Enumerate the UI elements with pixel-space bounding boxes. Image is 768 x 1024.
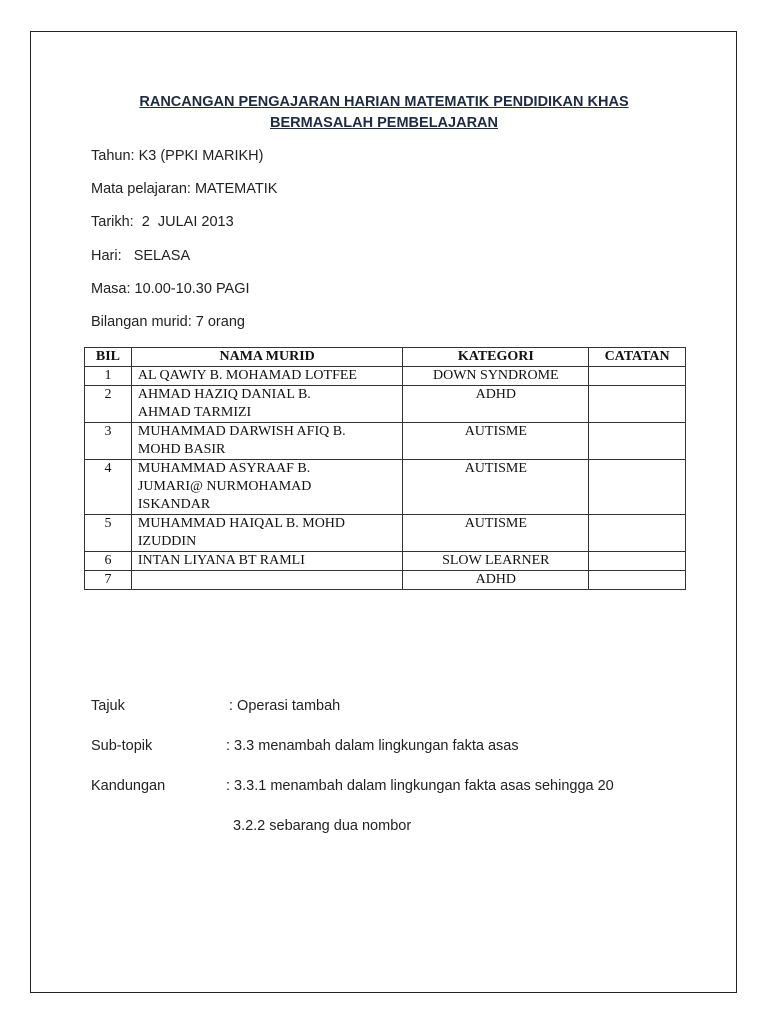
table-row	[85, 386, 686, 423]
student-table	[84, 347, 686, 590]
info-bilangan-murid: Bilangan murid: 7 orang	[91, 314, 245, 330]
cell-nama: AL QAWIY B. MOHAMAD LOTFEE	[131, 367, 403, 386]
kandungan-value: : 3.3.1 menambah dalam lingkungan fakta asas sehingga 20	[226, 778, 614, 794]
cell-nama	[131, 571, 403, 590]
cell-kategori: AUTISME	[403, 460, 589, 515]
tajuk-label: Tajuk	[91, 698, 125, 714]
cell-kategori: ADHD	[403, 571, 589, 590]
cell-kategori: AUTISME	[403, 423, 589, 460]
cell-kategori: SLOW LEARNER	[403, 552, 589, 571]
cell-catatan	[589, 460, 686, 515]
cell-catatan	[589, 515, 686, 552]
cell-catatan	[589, 571, 686, 590]
info-masa: Masa: 10.00-10.30 PAGI	[91, 281, 250, 297]
header-bil: BIL	[85, 348, 132, 367]
cell-nama: INTAN LIYANA BT RAMLI	[131, 552, 403, 571]
cell-nama: MUHAMMAD HAIQAL B. MOHD IZUDDIN	[131, 515, 403, 552]
subtopik-label: Sub-topik	[91, 738, 153, 754]
kandungan-value-2: 3.2.2 sebarang dua nombor	[233, 818, 412, 834]
cell-bil: 6	[85, 552, 132, 571]
cell-nama: MUHAMMAD ASYRAAF B. JUMARI@ NURMOHAMAD ISKANDAR	[131, 460, 403, 515]
table-row	[85, 571, 686, 590]
table-row	[85, 460, 686, 515]
info-mata-pelajaran: Mata pelajaran: MATEMATIK	[91, 181, 278, 197]
title-line-2: BERMASALAH PEMBELAJARAN	[270, 115, 498, 131]
info-tahun: Tahun: K3 (PPKI MARIKH)	[91, 148, 264, 164]
kandungan-label: Kandungan	[91, 778, 166, 794]
cell-bil: 3	[85, 423, 132, 460]
cell-bil: 2	[85, 386, 132, 423]
info-hari: Hari: SELASA	[91, 248, 191, 264]
cell-kategori: DOWN SYNDROME	[403, 367, 589, 386]
cell-catatan	[589, 423, 686, 460]
subtopik-value: : 3.3 menambah dalam lingkungan fakta asas	[226, 738, 519, 754]
cell-catatan	[589, 367, 686, 386]
header-nama-murid: NAMA MURID	[131, 348, 403, 367]
table-row	[85, 423, 686, 460]
table-row	[85, 367, 686, 386]
cell-bil: 5	[85, 515, 132, 552]
cell-kategori: ADHD	[403, 386, 589, 423]
document-title	[90, 92, 678, 134]
table-row	[85, 515, 686, 552]
info-tarikh: Tarikh: 2 JULAI 2013	[91, 214, 234, 230]
tajuk-value: : Operasi tambah	[229, 698, 341, 714]
header-catatan: CATATAN	[589, 348, 686, 367]
cell-nama: AHMAD HAZIQ DANIAL B. AHMAD TARMIZI	[131, 386, 403, 423]
cell-kategori: AUTISME	[403, 515, 589, 552]
cell-bil: 1	[85, 367, 132, 386]
cell-nama: MUHAMMAD DARWISH AFIQ B. MOHD BASIR	[131, 423, 403, 460]
cell-bil: 7	[85, 571, 132, 590]
table-header-row	[85, 348, 686, 367]
cell-catatan	[589, 552, 686, 571]
header-kategori: KATEGORI	[403, 348, 589, 367]
table-row	[85, 552, 686, 571]
cell-bil: 4	[85, 460, 132, 515]
cell-catatan	[589, 386, 686, 423]
title-line-1: RANCANGAN PENGAJARAN HARIAN MATEMATIK PENDIDIKAN KHAS	[139, 94, 629, 110]
